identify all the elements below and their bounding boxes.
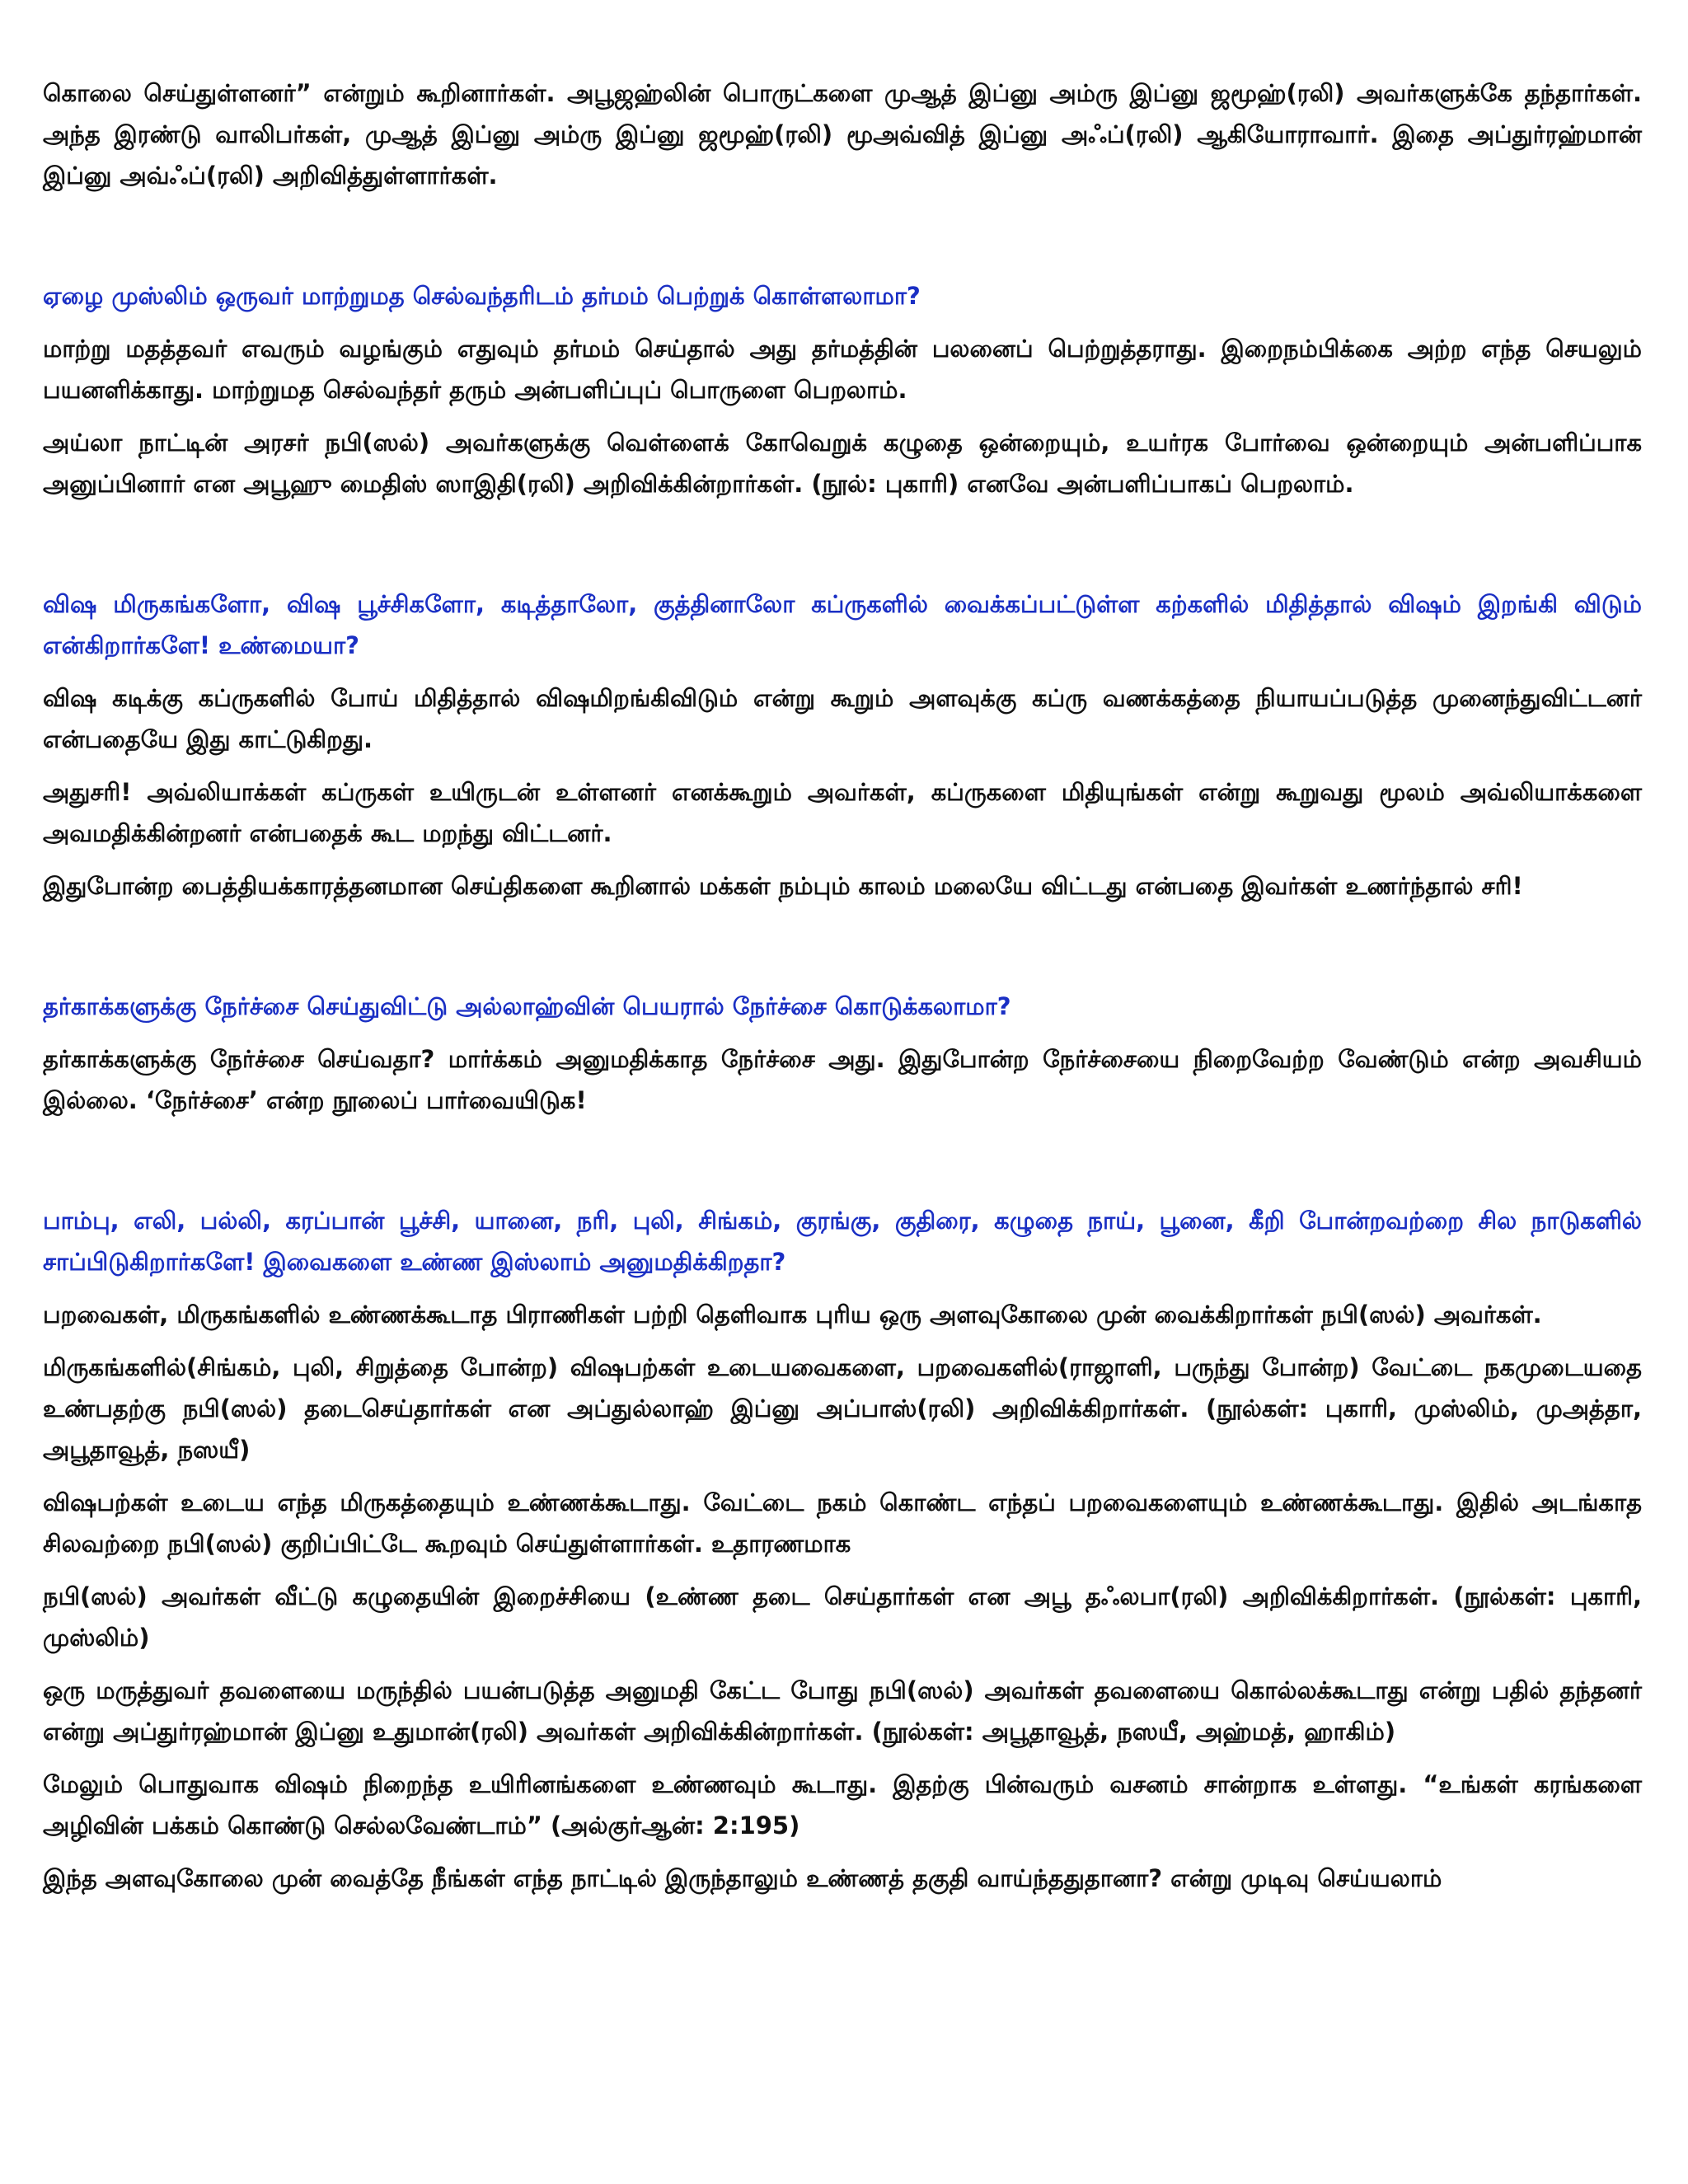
section-paragraph: நபி(ஸல்) அவர்கள் வீட்டு கழுதையின் இறைச்சியை (உண்ண தடை செய்தார்கள் என அபூ தஃலபா(ரலி) அறிவிக்கிறார்கள். (நூல்கள்: புகாரி, முஸ்லிம்) <box>43 1582 1642 1652</box>
section-forbidden-animals <box>43 1200 1642 1899</box>
section-paragraph: தர்காக்களுக்கு நேர்ச்சை செய்வதா? மார்க்கம் அனுமதிக்காத நேர்ச்சை அது. இதுபோன்ற நேர்ச்சையை நிறைவேற்ற வேண்டும் என்ற அவசியம் இல்லை. ‘நேர்ச்சை’ என்ற நூலைப் பார்வையிடுக! <box>43 1045 1642 1114</box>
section-poison-graves <box>43 583 1642 907</box>
section-question: விஷ மிருகங்களோ, விஷ பூச்சிகளோ, கடித்தாலோ, குத்தினாலோ கப்ருகளில் வைக்கப்பட்டுள்ள கற்களில் மிதித்தால் விஷம் இறங்கி விடும் என்கிறார்களே! உண்மையா? <box>43 590 1642 659</box>
section-paragraph: அதுசரி! அவ்லியாக்கள் கப்ருகள் உயிருடன் உள்ளனர் எனக்கூறும் அவர்கள், கப்ருகளை மிதியுங்கள் என்று கூறுவது மூலம் அவ்லியாக்களை அவமதிக்கின்றனர் என்பதைக் கூட மறந்து விட்டனர். <box>43 778 1642 847</box>
intro-paragraph: கொலை செய்துள்ளனர்” என்றும் கூறினார்கள். அபூஜஹ்லின் பொருட்களை முஆத் இப்னு அம்ரு இப்னு ஜமூஹ்(ரலி) அவர்களுக்கே தந்தார்கள். அந்த இரண்டு வாலிபர்கள், முஆத் இப்னு அம்ரு இப்னு ஜமூஹ்(ரலி) மூஅவ்வித் இப்னு அஃப்(ரலி) ஆகியோராவார். இதை அப்துர்ரஹ்மான் இப்னு அவ்ஃப்(ரலி) அறிவித்துள்ளார்கள். <box>43 79 1642 190</box>
section-charity <box>43 275 1642 504</box>
section-paragraph: விஷபற்கள் உடைய எந்த மிருகத்தையும் உண்ணக்கூடாது. வேட்டை நகம் கொண்ட எந்தப் பறவைகளையும் உண்ணக்கூடாது. இதில் அடங்காத சிலவற்றை நபி(ஸல்) குறிப்பிட்டே கூறவும் செய்துள்ளார்கள். உதாரணமாக <box>43 1488 1643 1558</box>
section-paragraph: ஒரு மருத்துவர் தவளையை மருந்தில் பயன்படுத்த அனுமதி கேட்ட போது நபி(ஸல்) அவர்கள் தவளையை கொல்லக்கூடாது என்று பதில் தந்தனர் என்று அப்துர்ரஹ்மான் இப்னு உதுமான்(ரலி) அவர்கள் அறிவிக்கின்றார்கள். (நூல்கள்: அபூதாவூத், நஸயீ, அஹ்மத், ஹாகிம்) <box>43 1676 1643 1746</box>
section-question: தர்காக்களுக்கு நேர்ச்சை செய்துவிட்டு அல்லாஹ்வின் பெயரால் நேர்ச்சை கொடுக்கலாமா? <box>43 992 1011 1020</box>
section-paragraph: இந்த அளவுகோலை முன் வைத்தே நீங்கள் எந்த நாட்டில் இருந்தாலும் உண்ணத் தகுதி வாய்ந்ததுதானா? என்று முடிவு செய்யலாம் <box>43 1864 1442 1892</box>
section-question: ஏழை முஸ்லிம் ஒருவர் மாற்றுமத செல்வந்தரிடம் தர்மம் பெற்றுக் கொள்ளலாமா? <box>43 282 921 310</box>
document-page <box>43 73 1642 1910</box>
section-paragraph: மேலும் பொதுவாக விஷம் நிறைந்த உயிரினங்களை உண்ணவும் கூடாது. இதற்கு பின்வரும் வசனம் சான்றாக உள்ளது. “உங்கள் கரங்களை அழிவின் பக்கம் கொண்டு செல்லவேண்டாம்” (அல்குர்ஆன்: 2:195) <box>43 1770 1642 1840</box>
section-paragraph: விஷ கடிக்கு கப்ருகளில் போய் மிதித்தால் விஷமிறங்கிவிடும் என்று கூறும் அளவுக்கு கப்ரு வணக்கத்தை நியாயப்படுத்த முனைந்துவிட்டனர் என்பதையே இது காட்டுகிறது. <box>43 684 1642 753</box>
section-vows <box>43 986 1642 1121</box>
section-paragraph: பறவைகள், மிருகங்களில் உண்ணக்கூடாத பிராணிகள் பற்றி தெளிவாக புரிய ஒரு அளவுகோலை முன் வைக்கிறார்கள் நபி(ஸல்) அவர்கள். <box>43 1301 1542 1329</box>
section-paragraph: அய்லா நாட்டின் அரசர் நபி(ஸல்) அவர்களுக்கு வெள்ளைக் கோவெறுக் கழுதை ஒன்றையும், உயர்ரக போர்வை ஒன்றையும் அன்பளிப்பாக அனுப்பினார் என அபூஹு மைதிஸ் ஸாஇதி(ரலி) அறிவிக்கின்றார்கள். (நூல்: புகாரி) எனவே அன்பளிப்பாகப் பெறலாம். <box>43 429 1642 498</box>
section-paragraph: இதுபோன்ற பைத்தியக்காரத்தனமான செய்திகளை கூறினால் மக்கள் நம்பும் காலம் மலையே விட்டது என்பதை இவர்கள் உணர்ந்தால் சரி! <box>43 872 1523 900</box>
section-paragraph: மாற்று மதத்தவர் எவரும் வழங்கும் எதுவும் தர்மம் செய்தால் அது தர்மத்தின் பலனைப் பெற்றுத்தராது. இறைநம்பிக்கை அற்ற எந்த செயலும் பயனளிக்காது. மாற்றுமத செல்வந்தர் தரும் அன்பளிப்புப் பொருளை பெறலாம். <box>43 335 1642 404</box>
section-paragraph: மிருகங்களில்(சிங்கம், புலி, சிறுத்தை போன்ற) விஷபற்கள் உடையவைகளை, பறவைகளில்(ராஜாளி, பருந்து போன்ற) வேட்டை நகமுடையதை உண்பதற்கு நபி(ஸல்) தடைசெய்தார்கள் என அப்துல்லாஹ் இப்னு அப்பாஸ்(ரலி) அறிவிக்கிறார்கள். (நூல்கள்: புகாரி, முஸ்லிம், முஅத்தா, அபூதாவூத், நஸயீ) <box>43 1353 1642 1464</box>
section-question: பாம்பு, எலி, பல்லி, கரப்பான் பூச்சி, யானை, நரி, புலி, சிங்கம், குரங்கு, குதிரை, கழுதை நாய், பூனை, கீறி போன்றவற்றை சில நாடுகளில் சாப்பிடுகிறார்களே! இவைகளை உண்ண இஸ்லாம் அனுமதிக்கிறதா? <box>43 1207 1642 1276</box>
